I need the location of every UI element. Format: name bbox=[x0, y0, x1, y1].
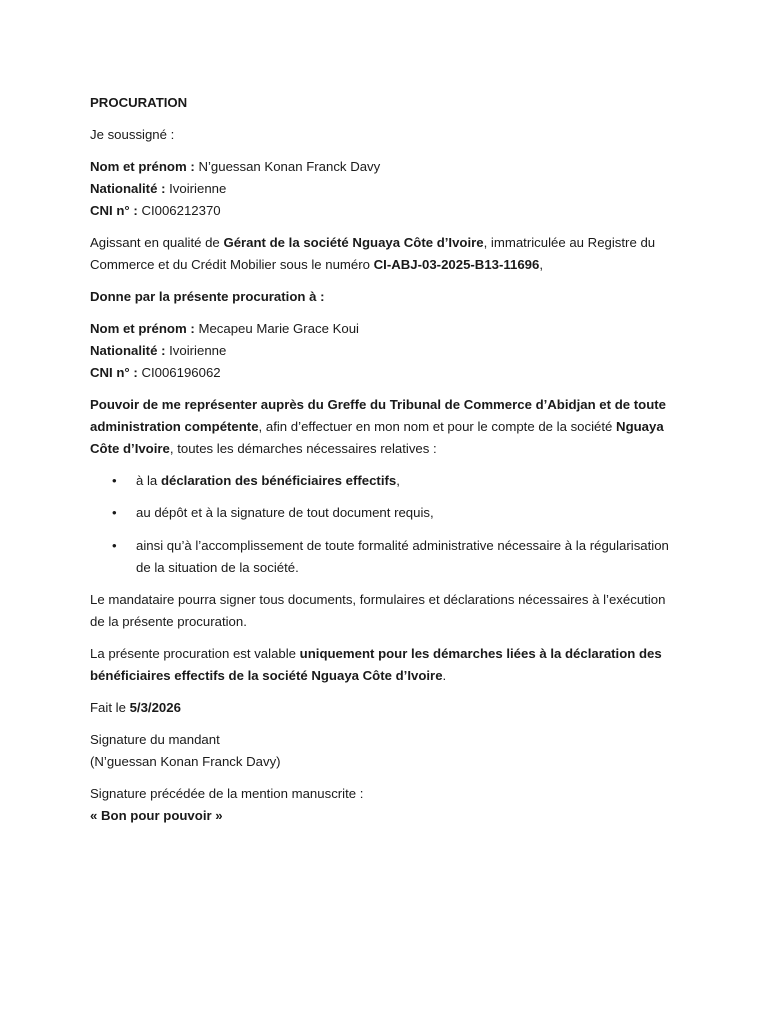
procuration-document bbox=[90, 92, 680, 827]
rccm-number: CI-ABJ-03-2025-B13-11696 bbox=[373, 256, 540, 272]
power-company: Nguaya Côte d’Ivoire bbox=[90, 419, 664, 456]
power-paragraph bbox=[90, 394, 680, 459]
bullet-item-declaration bbox=[90, 470, 680, 492]
document-title-text: PROCURATION bbox=[90, 95, 188, 110]
bullet-item-depot bbox=[90, 502, 680, 524]
mention-label: Signature précédée de la mention manuscrite : bbox=[90, 786, 364, 802]
mandataire-cni-line bbox=[90, 362, 680, 384]
acting-paragraph bbox=[90, 232, 680, 276]
mandant-name-line bbox=[90, 156, 680, 178]
mandate-sign-paragraph: Le mandataire pourra signer tous documents, formulaires et déclarations nécessaires à l’exécution de la présente procuration. bbox=[90, 591, 666, 629]
power-suffix: , toutes les démarches nécessaires relatives : bbox=[169, 440, 437, 456]
mandant-cni: CI006212370 bbox=[141, 202, 221, 218]
intro-line: Je soussigné : bbox=[90, 126, 175, 142]
mandant-nationality-line bbox=[90, 178, 680, 200]
gives-line bbox=[90, 286, 680, 308]
mandant-nationality-label: Nationalité : bbox=[90, 180, 166, 196]
done-prefix: Fait le bbox=[90, 700, 130, 716]
power-middle: , afin d’effectuer en mon nom et pour le compte de la société bbox=[258, 419, 617, 435]
acting-middle: , immatriculée au Registre du Commerce et du Crédit Mobilier sous le numéro bbox=[90, 234, 656, 272]
mention-line bbox=[90, 805, 680, 827]
mandataire-nationality: Ivoirienne bbox=[169, 343, 227, 359]
mandant-nationality: Ivoirienne bbox=[169, 180, 227, 196]
acting-prefix: Agissant en qualité de bbox=[90, 234, 224, 250]
signature-label: Signature du mandant bbox=[90, 732, 220, 748]
acting-suffix: , bbox=[539, 256, 543, 272]
signature-block bbox=[90, 729, 680, 773]
bullet-symbol: • bbox=[112, 473, 117, 489]
mention-block bbox=[90, 783, 680, 827]
mandataire-block bbox=[90, 318, 680, 383]
validity-prefix: La présente procuration est valable bbox=[90, 645, 300, 661]
mandant-cni-label: CNI n° : bbox=[90, 202, 138, 218]
bullet-list bbox=[90, 470, 680, 578]
document-title bbox=[90, 92, 680, 114]
done-line bbox=[90, 697, 680, 719]
validity-bold: uniquement pour les démarches liées à la déclaration des bénéficiaires effectifs de la société Nguaya Côte d’Ivoire bbox=[90, 645, 662, 683]
mandataire-nationality-line bbox=[90, 340, 680, 362]
signature-name: (N’guessan Konan Franck Davy) bbox=[90, 754, 281, 770]
bullet-item-formalite bbox=[90, 535, 680, 579]
bullet-item1-suffix: , bbox=[396, 473, 400, 489]
mandant-block bbox=[90, 156, 680, 221]
mandataire-name: Mecapeu Marie Grace Koui bbox=[198, 321, 359, 337]
bullet-item1-prefix: à la bbox=[136, 473, 161, 489]
power-bold: Pouvoir de me représenter auprès du Greffe du Tribunal de Commerce d’Abidjan et de toute administration compétente bbox=[90, 397, 666, 435]
gives-text: Donne par la présente procuration à : bbox=[90, 289, 325, 305]
done-date: 5/3/2026 bbox=[129, 700, 181, 716]
bullet-symbol: • bbox=[112, 505, 117, 521]
bullet-item2-text: au dépôt et à la signature de tout document requis, bbox=[136, 505, 434, 521]
validity-paragraph bbox=[90, 643, 680, 687]
acting-role: Gérant de la société Nguaya Côte d’Ivoire bbox=[223, 234, 484, 250]
mandataire-cni: CI006196062 bbox=[141, 364, 221, 380]
mandataire-name-line bbox=[90, 318, 680, 340]
mandant-name: N’guessan Konan Franck Davy bbox=[198, 159, 381, 175]
mandant-name-label: Nom et prénom : bbox=[90, 159, 195, 175]
bullet-symbol: • bbox=[112, 537, 117, 553]
mandataire-nationality-label: Nationalité : bbox=[90, 343, 166, 359]
bullet-item3-text: ainsi qu’à l’accomplissement de toute formalité administrative nécessaire à la régularisation de la situation de la société. bbox=[136, 537, 669, 575]
mention-text: « Bon pour pouvoir » bbox=[90, 808, 223, 824]
mandataire-cni-label: CNI n° : bbox=[90, 364, 138, 380]
mandant-cni-line bbox=[90, 200, 680, 222]
bullet-item1-bold: déclaration des bénéficiaires effectifs bbox=[160, 473, 397, 489]
validity-suffix: . bbox=[442, 667, 447, 683]
mandataire-name-label: Nom et prénom : bbox=[90, 321, 195, 337]
